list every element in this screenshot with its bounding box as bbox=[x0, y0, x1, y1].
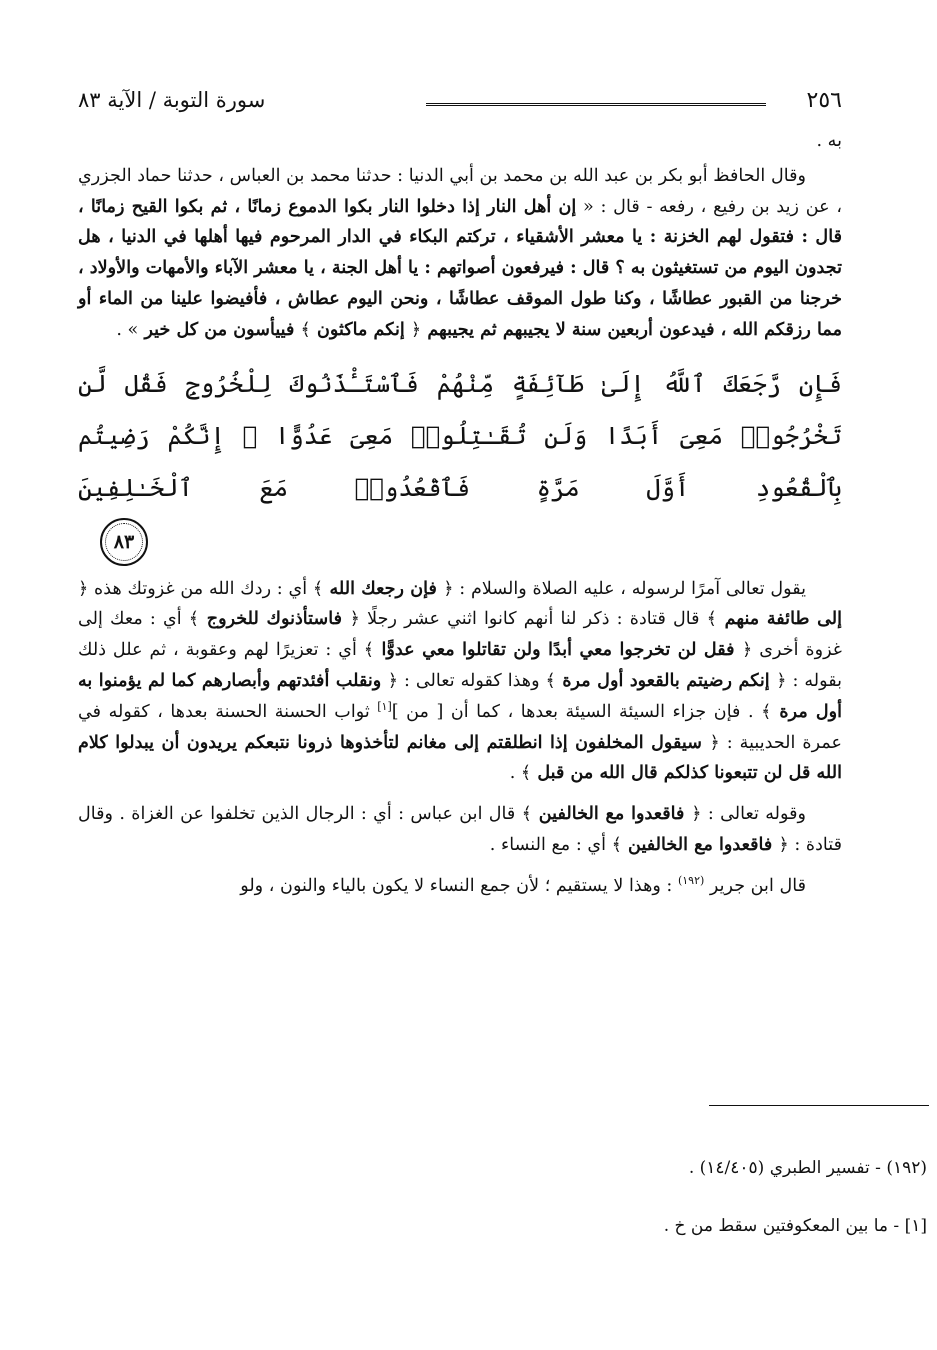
quran-bracket: ﴾ bbox=[521, 804, 532, 825]
body-text: أي : مع النساء . bbox=[489, 834, 612, 855]
paragraph-khalifin bbox=[78, 799, 842, 861]
header-rule bbox=[426, 103, 766, 109]
quran-bracket: ﴾ bbox=[312, 578, 324, 599]
footnote-1: [١] - ما بين المعكوفتين سقط من خ . bbox=[663, 1216, 927, 1236]
quran-bracket: ﴿ bbox=[709, 732, 720, 753]
quran-bracket: ﴾ bbox=[706, 609, 717, 630]
quran-bracket: ﴿ bbox=[742, 640, 753, 661]
quran-bracket: ﴾ bbox=[611, 834, 622, 855]
body-text: أي : تعزيرًا لهم وعقوبة ، ثم علل ذلك بقوله : bbox=[78, 640, 843, 691]
body-text: وقوله تعالى : bbox=[701, 804, 807, 825]
quoted-text: فاقعدوا مع الخالفين bbox=[531, 803, 692, 825]
quoted-text: فاستأذنوك للخروج bbox=[199, 608, 350, 630]
paragraph-ibn-jarir bbox=[78, 871, 842, 902]
body-text: قال ابن جرير bbox=[704, 875, 806, 896]
quran-bracket: ﴿ bbox=[776, 670, 787, 691]
body-text: ثواب الحسنة الحسنة بعدها ، كقوله في عمرة الحديبية : bbox=[78, 701, 842, 753]
quoted-text: فإن رجعك الله bbox=[323, 577, 444, 599]
body-text: أي : معك إلى غزوة أخرى bbox=[78, 609, 842, 661]
reference-mark: (١٩٢) bbox=[677, 873, 705, 887]
page-header bbox=[78, 88, 842, 120]
quran-bracket: ﴿ bbox=[691, 804, 702, 825]
body-text: : وهذا لا يستقيم ؛ لأن جمع النساء لا يكون بالياء والنون ، ولو bbox=[240, 875, 678, 896]
quoted-text: فقل لن تخرجوا معي أبدًا ولن تقاتلوا معي عدوًّا bbox=[374, 639, 742, 661]
paragraph-continuation: به . bbox=[816, 131, 842, 151]
paragraph-tafsir bbox=[78, 574, 842, 790]
footnote-separator bbox=[709, 1105, 929, 1106]
quran-bracket: ﴿ bbox=[443, 578, 454, 599]
quoted-text: سيقول المخلفون إذا انطلقتم إلى مغانم لتأخذوها ذرونا نتبعكم يريدون أن يبدلوا كلام الله قل لن تتبعونا كذلكم قال الله من قبل bbox=[78, 731, 842, 784]
quoted-text: إنكم ماكثون bbox=[310, 318, 411, 340]
page-body bbox=[78, 88, 842, 902]
quran-bracket: ﴾ bbox=[188, 609, 200, 630]
quoted-text: ونقلب أفئدتهم وأبصارهم كما لم يؤمنوا به أول مرة bbox=[78, 669, 842, 722]
body-text: وقال الحافظ أبو بكر بن عبد الله بن محمد بن أبي الدنيا : حدثنا محمد بن العباس ، حدثنا حماد الجزري ، عن زيد بن رفيع ، رفعه - قال : « bbox=[78, 165, 843, 217]
body-text: أي : ردك الله من غزوتك هذه bbox=[88, 578, 313, 599]
paragraph-hadith bbox=[78, 161, 842, 346]
quran-bracket: ﴾ bbox=[300, 319, 311, 340]
quran-bracket: ﴾ bbox=[761, 701, 772, 722]
body-text: وهذا كقوله تعالى : bbox=[398, 670, 546, 691]
body-text: . bbox=[509, 763, 521, 784]
running-title: سورة التوبة / الآية ٨٣ bbox=[78, 88, 266, 112]
quran-bracket: ﴿ bbox=[778, 834, 789, 855]
body-text: قال قتادة : ذكر لنا أنهم كانوا اثني عشر رجلًا bbox=[359, 609, 707, 630]
body-text: يقول تعالى آمرًا لرسوله ، عليه الصلاة والسلام : bbox=[453, 578, 807, 599]
reference-mark: [١] bbox=[377, 699, 392, 713]
page-number: ٢٥٦ bbox=[806, 88, 842, 113]
body-text: » . bbox=[116, 319, 139, 340]
verse-mark-row bbox=[78, 514, 842, 574]
quoted-text: فاقعدوا مع الخالفين bbox=[621, 833, 779, 855]
quoted-text: إنكم رضيتم بالقعود أول مرة bbox=[555, 669, 777, 691]
quran-bracket: ﴿ bbox=[410, 319, 422, 340]
quran-bracket: ﴿ bbox=[349, 609, 360, 630]
verse-number-ornament: ٨٣ bbox=[100, 518, 148, 566]
quran-bracket: ﴾ bbox=[545, 670, 556, 691]
quran-bracket: ﴾ bbox=[520, 763, 532, 784]
quran-bracket: ﴿ bbox=[78, 578, 89, 599]
body-text: قال ابن عباس : أي : الرجال الذين تخلفوا عن الغزاة . وقال قتادة : bbox=[78, 804, 842, 855]
quoted-text: إلى طائفة منهم bbox=[716, 608, 843, 630]
footnote-192: (١٩٢) - تفسير الطبري (١٤/٤٠٥) . bbox=[688, 1158, 927, 1178]
body-text: . فإن جزاء السيئة السيئة بعدها ، كما أن [ من ] bbox=[391, 701, 762, 722]
quran-verse: فَإِن رَّجَعَكَ ٱللَّهُ إِلَىٰ طَآئِفَةٍ مِّنْهُمْ فَٱسْتَـْٔذَنُوكَ لِلْخُرُوجِ فَقُل لَّن تَخْرُجُوا۟ مَعِىَ أَبَدًا وَلَن تُقَـٰتِلُوا۟ مَعِىَ عَدُوًّا ۖ إِنَّكُمْ رَضِيتُم بِٱلْقُعُودِ أَوَّلَ مَرَّةٍ فَٱقْعُدُوا۟ مَعَ ٱلْخَـٰلِفِينَ bbox=[78, 368, 842, 502]
quoted-text: إن أهل النار إذا دخلوا النار بكوا الدموع زمانًا ، ثم بكوا القيح زمانًا ، قال : فتقول لهم الخزنة : يا معشر الأشقياء ، تركتم البكاء في الدار المرحوم فيها أهلها في الدنيا ، هل تجدون اليوم من تستغيثون به ؟ قال : فيرفعون أصواتهم : يا أهل الجنة ، يا معشر الآباء والأمهات والأولاد ، خرجنا من القبور عطاشًا ، وكنا طول الموقف عطاشًا ، ونحن اليوم عطاش ، فأفيضوا علينا من الماء أو مما رزقكم الله ، فيدعون أربعين سنة لا يجيبهم ثم يجيبهم bbox=[78, 195, 842, 340]
quoted-text: فييأسون من كل خير bbox=[138, 318, 301, 340]
quran-bracket: ﴿ bbox=[387, 670, 399, 691]
quran-bracket: ﴾ bbox=[363, 640, 375, 661]
